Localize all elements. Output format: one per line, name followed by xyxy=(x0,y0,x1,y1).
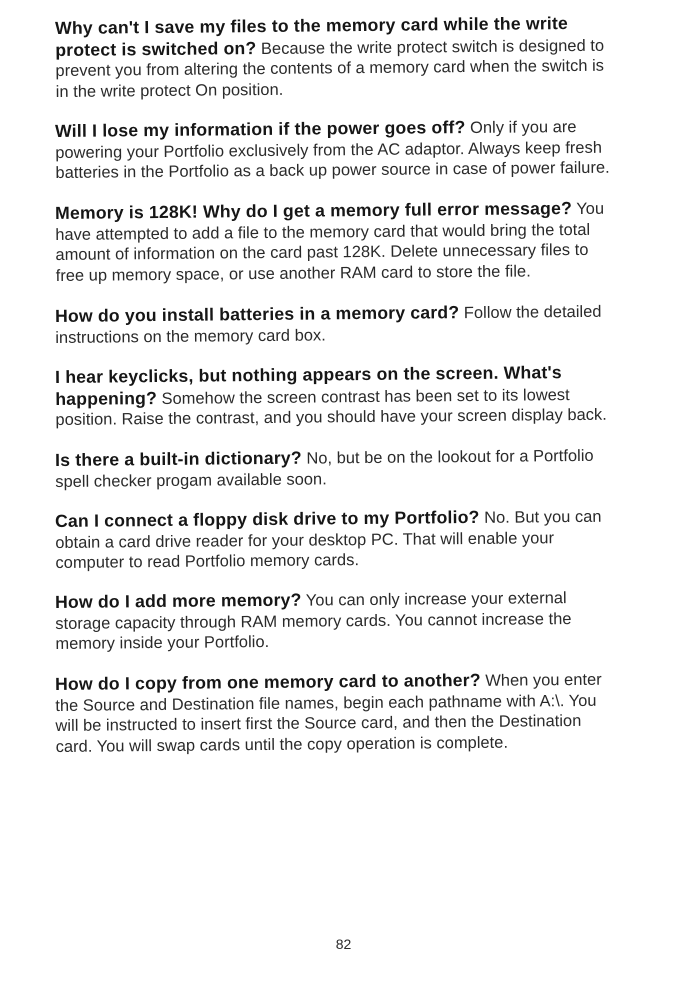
faq-answer: Because the write protect switch is designed to prevent you from altering the contents of a memory card when the switch is in the write protect On position. xyxy=(55,36,605,101)
faq-question: Can I connect a floppy disk drive to my Portfolio? xyxy=(55,506,480,531)
faq-question: Memory is 128K! Why do I get a memory full error message? xyxy=(55,198,573,224)
faq-question: How do I add more memory? xyxy=(55,590,302,613)
faq-list xyxy=(55,13,615,758)
faq-answer: You can only increase your external storage capacity through RAM memory cards. You cannot increase the memory inside your Portfolio. xyxy=(55,589,572,654)
faq-question: Is there a built-in dictionary? xyxy=(55,447,302,470)
faq-item-power-off xyxy=(55,116,616,184)
faq-item-card-batteries xyxy=(55,300,615,348)
faq-question: I hear keyclicks, but nothing appears on the screen. What's happening? xyxy=(55,361,562,409)
faq-item-memory-full xyxy=(55,198,616,287)
faq-answer: Follow the detailed instructions on the memory card box. xyxy=(55,302,602,347)
faq-answer: Somehow the screen contrast has been set to its lowest position. Raise the contrast, and you should have your screen display back. xyxy=(55,385,607,429)
faq-question: Will I lose my information if the power goes off? xyxy=(55,117,466,142)
faq-item-keyclicks xyxy=(55,361,616,430)
faq-answer: You have attempted to add a file to the memory card that would bring the total amount of information on the card past 128K. Delete unnecessary files to free up memory space, or use another RAM card to store the file. xyxy=(55,199,605,285)
faq-item-write-protect xyxy=(55,13,616,103)
faq-item-add-memory xyxy=(55,587,616,655)
page-number: 82 xyxy=(335,936,352,952)
faq-question: How do I copy from one memory card to another? xyxy=(55,670,481,695)
faq-item-floppy-drive xyxy=(55,505,616,573)
faq-item-copy-cards xyxy=(55,669,616,758)
faq-question: How do you install batteries in a memory card? xyxy=(55,301,460,326)
faq-answer: When you enter the Source and Destination file names, begin each pathname with A:\. You will be instructed to insert first the Source card, and then the Destination card. You will swap cards until the copy operation is complete. xyxy=(55,671,602,757)
faq-item-dictionary xyxy=(55,444,615,492)
faq-answer: No, but be on the lookout for a Portfolio spell checker progam available soon. xyxy=(55,446,594,491)
faq-answer: Only if you are powering your Portfolio exclusively from the AC adaptor. Always keep fresh batteries in the Portfolio as a back up power source in case of power failure. xyxy=(55,118,610,183)
faq-question: Why can't I save my files to the memory card while the write protect is switched on? xyxy=(55,13,569,60)
faq-answer: No. But you can obtain a card drive reader for your desktop PC. That will enable your computer to read Portfolio memory cards. xyxy=(55,507,602,572)
